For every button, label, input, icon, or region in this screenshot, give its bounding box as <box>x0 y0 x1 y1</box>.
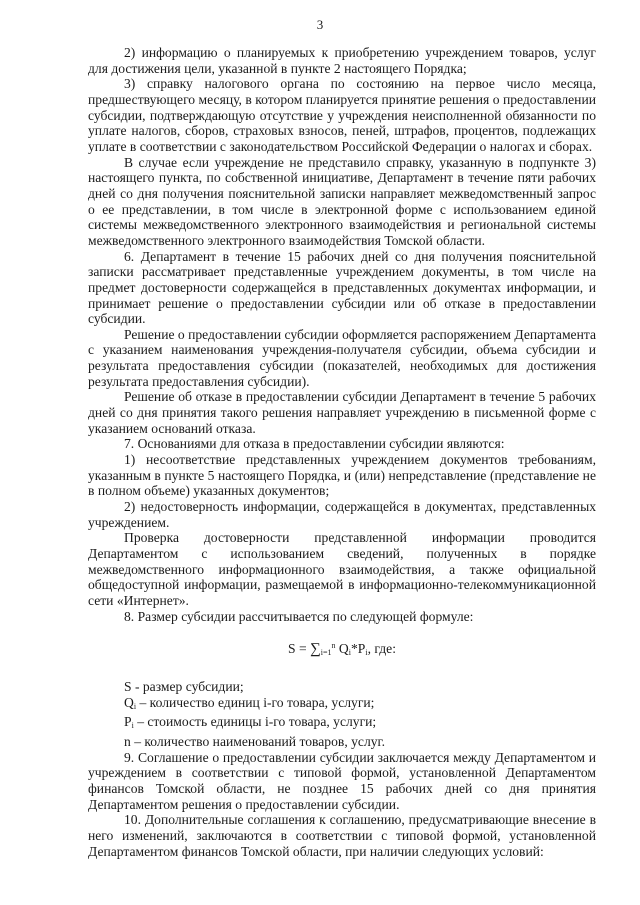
paragraph-item-2: 2) информацию о планируемых к приобретению учреждением товаров, услуг для достижения цели, указанной в пункте 2 настоящего Порядка; <box>88 45 596 76</box>
paragraph-decision-grant: Решение о предоставлении субсидии оформляется распоряжением Департамента с указанием наименования учреждения-получателя субсидии, объема субсидии и результата предоставления субсидии (показателей, необходимых для достижения результата предоставления субсидии). <box>88 326 596 389</box>
paragraph-refusal-ground-2: 2) недостоверность информации, содержащейся в документах, представленных учреждением. <box>88 499 596 530</box>
definition-p <box>88 714 596 734</box>
page-body <box>88 45 596 859</box>
formula-lhs: S <box>288 641 296 657</box>
paragraph-refusal-ground-1: 1) несоответствие представленных учреждением документов требованиям, указанным в пункте 5 настоящего Порядка, и (или) непредставление (представление не в полном объеме) указанных документов; <box>88 452 596 499</box>
sum-symbol: ∑ <box>310 641 321 658</box>
paragraph-point-10: 10. Дополнительные соглашения к соглашению, предусматривающие внесение в него изменений, заключаются в соответствии с типовой формой, установленной Департаментом финансов Томской области, при наличии следующих условий: <box>88 812 596 859</box>
formula-p-index: i <box>365 648 368 658</box>
formula-q: Q <box>338 641 349 657</box>
paragraph-item-3: 3) справку налогового органа по состоянию на первое число месяца, предшествующего месяцу, в котором планируется принятие решения о предоставлении субсидии, подтверждающую отсутствие у учреждения неисполненной обязанности по уплате налогов, сборов, страховых взносов, пеней, штрафов, процентов, подлежащих уплате в соответствии с законодательством Российской Федерации о налогах и сборах. <box>88 76 596 154</box>
formula-q-index: i <box>348 648 351 658</box>
formula-equals: = <box>298 641 307 657</box>
formula-tail: , где: <box>367 641 396 657</box>
paragraph-point-9: 9. Соглашение о предоставлении субсидии заключается между Департаментом и учреждением в соответствии с типовой формой, установленной Департаментом финансов Томской области, не позднее 15 рабочих дней со дня принятия Департаментом решения о предоставлении субсидии. <box>88 749 596 812</box>
definition-n: n – количество наименований товаров, услуг. <box>124 733 385 749</box>
paragraph-point-7: 7. Основаниями для отказа в предоставлении субсидии являются: <box>124 436 505 452</box>
formula-p: P <box>357 641 366 657</box>
formula-times: * <box>350 641 358 657</box>
definition-q-text: – количество единиц i-го товара, услуги; <box>136 694 375 710</box>
paragraph-decision-refusal: Решение об отказе в предоставлении субсидии Департамент в течение 5 рабочих дней со дня принятия такого решения направляет учреждению в письменной форме с указанием оснований отказа. <box>88 389 596 436</box>
sum-upper-bound: n <box>331 641 336 651</box>
definition-p-text: – стоимость единицы i-го товара, услуги; <box>133 714 377 730</box>
definition-p-symbol: P <box>124 714 132 730</box>
paragraph-point-8: 8. Размер субсидии рассчитывается по следующей формуле: <box>124 608 474 624</box>
definition-q-symbol: Q <box>124 694 134 710</box>
paragraph-request-note: В случае если учреждение не представило справку, указанную в подпункте 3) настоящего пункта, по собственной инициативе, Департамент в течение пяти рабочих дней со дня получения пояснительной записки направляет межведомственный запрос о ее представлении, в том числе в электронной форме с использованием единой системы межведомственного электронного взаимодействия и региональной системы межведомственного электронного взаимодействия Томской области. <box>88 154 596 248</box>
definition-s: S - размер субсидии; <box>124 678 244 694</box>
paragraph-point-6: 6. Департамент в течение 15 рабочих дней со дня получения пояснительной записки рассматривает представленные учреждением документы, в том числе на предмет достоверности содержащейся в представленных документах информации, и принимает решение о предоставлении субсидии или об отказе в предоставлении субсидии. <box>88 248 596 327</box>
sum-lower-bound: i=1 <box>320 648 332 658</box>
definition-p-index: i <box>131 721 134 731</box>
definition-q <box>88 695 596 715</box>
subsidy-formula <box>88 624 596 679</box>
definition-q-index: i <box>133 701 137 711</box>
paragraph-verification: Проверка достоверности представленной информации проводится Департаментом с использованием сведений, полученных в порядке межведомственного информационного взаимодействия, а также официальной общедоступной информации, размещаемой в информационно-телекоммуникационной сети «Интернет». <box>88 530 596 608</box>
page-number: 3 <box>316 17 324 32</box>
